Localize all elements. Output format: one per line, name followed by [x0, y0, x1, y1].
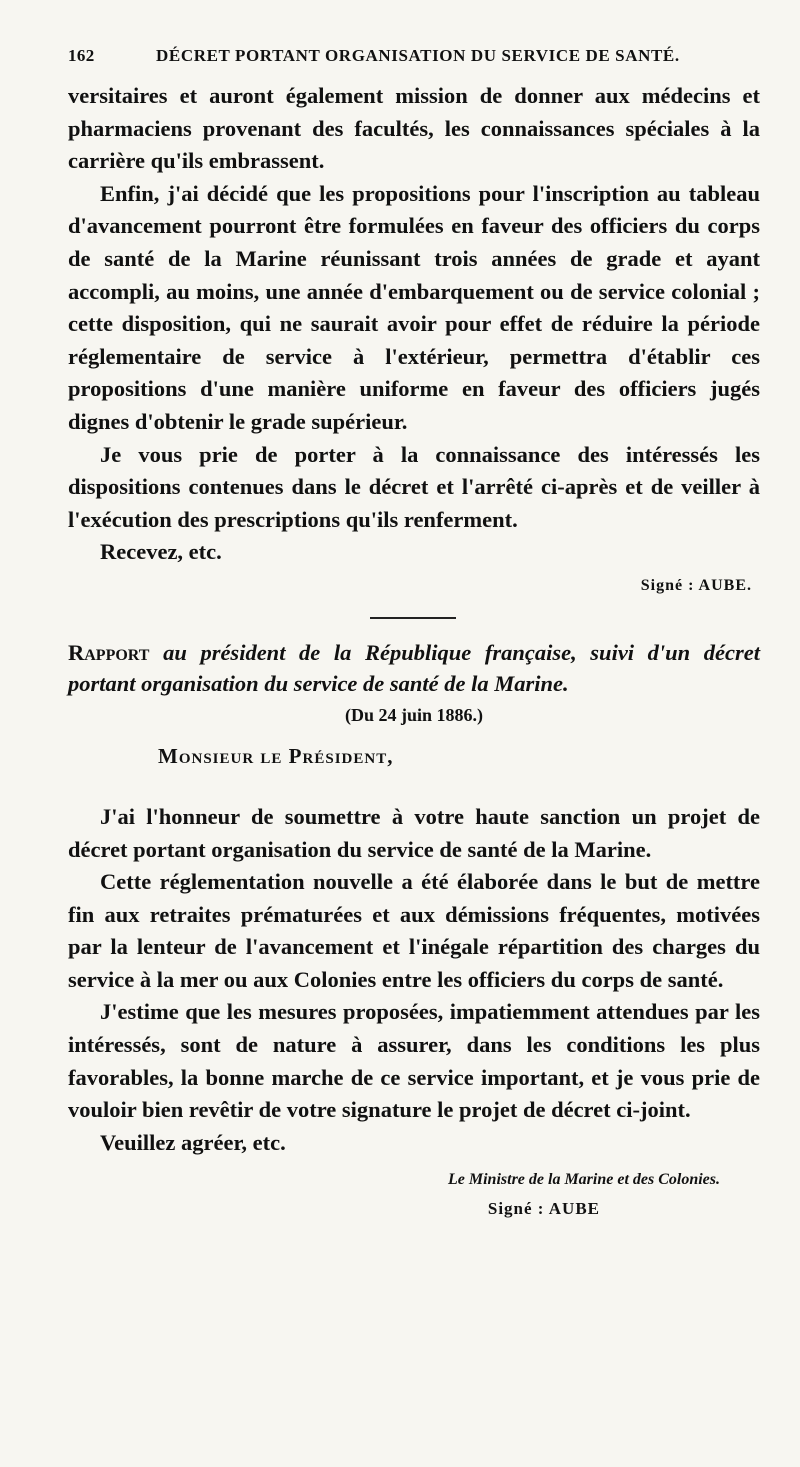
signature: Signé : AUBE	[487, 1199, 600, 1219]
paragraph: Enfin, j'ai décidé que les propositions pour l'inscription au tableau d'avancement pourront être formulées en faveur des officiers du corps de santé de la Marine réunissant trois années de grade et ayant accompli, au moins, une année d'embarquement ou de service colonial ; cette disposition, qui ne saurait avoir pour effet de réduire la période réglementaire de service à l'extérieur, permettra d'établir ces propositions d'une manière uniforme en faveur des officiers jugés dignes d'obtenir le grade supérieur.	[68, 180, 760, 434]
document-body	[68, 80, 760, 1219]
report-lead: Rapport	[68, 639, 150, 665]
minister-title: Le Ministre de la Marine et des Colonies.	[448, 1171, 720, 1189]
divider	[370, 617, 456, 619]
page-number: 162	[68, 46, 95, 65]
salutation: Monsieur le Président,	[158, 743, 394, 768]
paragraph: Cette réglementation nouvelle a été élaborée dans le but de mettre fin aux retraites prématurées et aux démissions fréquentes, motivées par la lenteur de l'avancement et l'inégale répartition des charges du service à la mer ou aux Colonies entre les officiers du corps de santé.	[68, 869, 760, 992]
report-date: (Du 24 juin 1886.)	[344, 704, 483, 725]
paragraph: J'estime que les mesures proposées, impatiemment attendues par les intéressés, sont de nature à assurer, dans les conditions les plus favorables, la bonne marche de ce service important, et je vous prie de vouloir bien revêtir de votre signature le projet de décret ci-joint.	[68, 999, 760, 1123]
paragraph: Je vous prie de porter à la connaissance des intéressés les dispositions contenues dans le décret et l'arrêté ci-après et de veiller à l'exécution des prescriptions qu'ils renferment.	[68, 441, 760, 532]
paragraph: Veuillez agréer, etc.	[100, 1129, 286, 1155]
page-header	[68, 38, 760, 68]
paragraph: Recevez, etc.	[100, 539, 222, 565]
paragraph: versitaires et auront également mission de donner aux médecins et pharmaciens provenant des facultés, les connaissances spéciales à la carrière qu'ils embrassent.	[68, 83, 760, 174]
report-heading	[68, 637, 760, 699]
running-title: DÉCRET PORTANT ORGANISATION DU SERVICE DE SANTÉ.	[156, 46, 680, 65]
paragraph: J'ai l'honneur de soumettre à votre haute sanction un projet de décret portant organisation du service de santé de la Marine.	[68, 803, 760, 862]
signature: Signé : AUBE.	[640, 576, 752, 594]
report-title: au président de la République française, suivi d'un décret portant organisation du service de santé de la Marine.	[68, 639, 761, 696]
page	[68, 38, 760, 1219]
